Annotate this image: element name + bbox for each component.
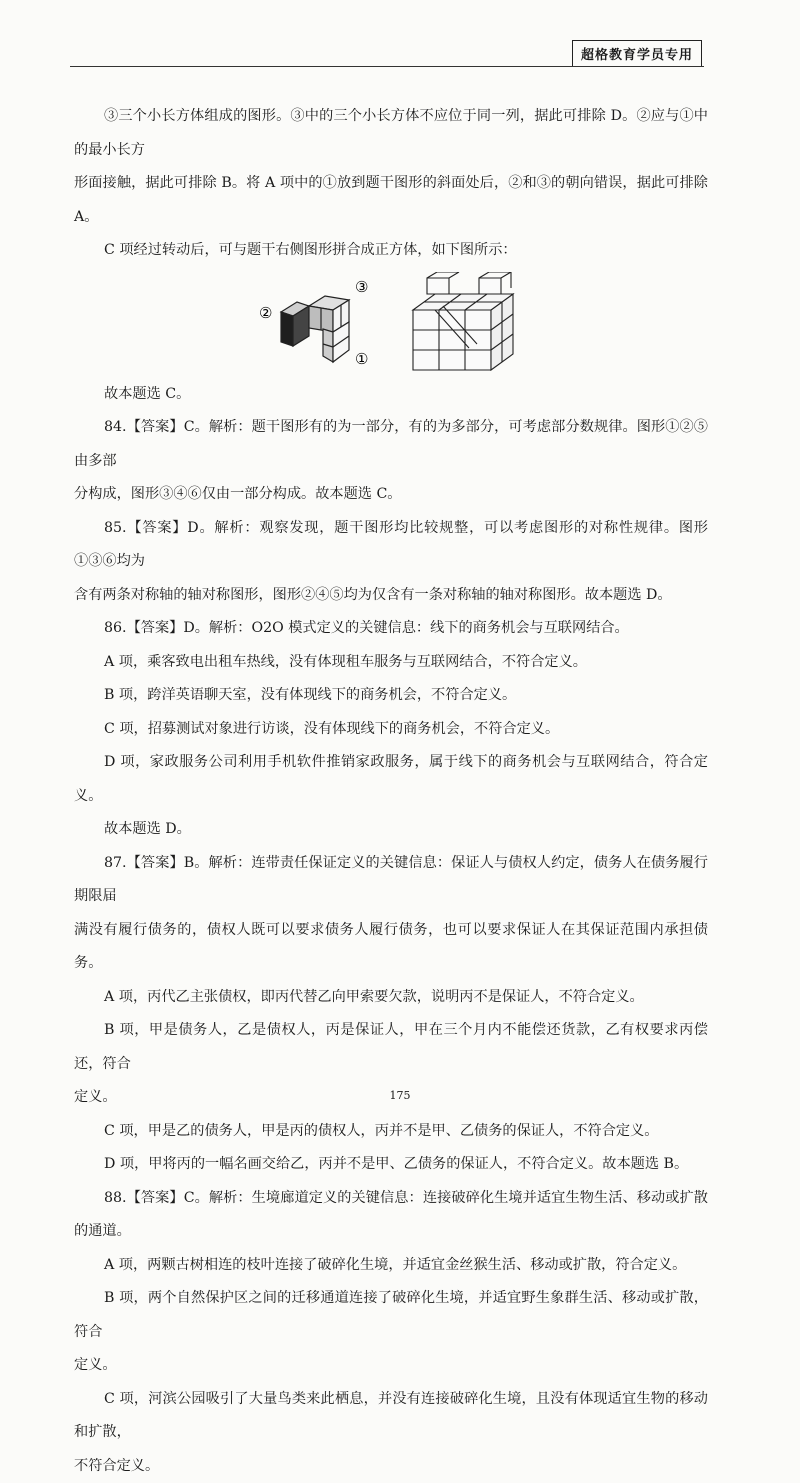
q87-option-d: D 项，甲将丙的一幅名画交给乙，丙并不是甲、乙债务的保证人，不符合定义。故本题选 B。: [74, 1148, 708, 1182]
q85-line1: 85.【答案】D。解析：观察发现，题干图形均比较规整，可以考虑图形的对称性规律。图形①③⑥均为: [74, 512, 708, 579]
q87-option-b-line1: B 项，甲是债务人，乙是债权人，丙是保证人，甲在三个月内不能偿还货款，乙有权要求丙偿还，符合: [74, 1014, 708, 1081]
cube-figure: [74, 272, 708, 372]
q84-line1: 84.【答案】C。解析：题干图形有的为一部分，有的为多部分，可考虑部分数规律。图形①②⑤由多部: [74, 411, 708, 478]
piece-shape: [281, 296, 349, 362]
header-tag: 超格教育学员专用: [572, 40, 702, 67]
q86-option-a: A 项，乘客致电出租车热线，没有体现租车服务与互联网结合，不符合定义。: [74, 646, 708, 680]
q87-option-a: A 项，丙代乙主张债权，即丙代替乙向甲索要欠款，说明丙不是保证人，不符合定义。: [74, 981, 708, 1015]
q86-intro: 86.【答案】D。解析：O2O 模式定义的关键信息：线下的商务机会与互联网结合。: [74, 612, 708, 646]
assembled-cube-figure: [409, 272, 529, 372]
p3-conclusion: 故本题选 C。: [74, 378, 708, 412]
figure-label-1: ①: [355, 350, 368, 368]
header-rule: [70, 66, 704, 67]
q88-intro: 88.【答案】C。解析：生境廊道定义的关键信息：连接破碎化生境并适宜生物生活、移动或扩散的通道。: [74, 1182, 708, 1249]
p1-line1: ③三个小长方体组成的图形。③中的三个小长方体不应位于同一列，据此可排除 D。②应与①中的最小长方: [74, 100, 708, 167]
page-number: 175: [0, 1089, 800, 1102]
q88-option-a: A 项，两颗古树相连的枝叶连接了破碎化生境，并适宜金丝猴生活、移动或扩散，符合定义。: [74, 1249, 708, 1283]
q88-option-c-line1: C 项，河滨公园吸引了大量鸟类来此栖息，并没有连接破碎化生境，且没有体现适宜生物的移动和扩散，: [74, 1383, 708, 1450]
q86-option-c: C 项，招募测试对象进行访谈，没有体现线下的商务机会，不符合定义。: [74, 713, 708, 747]
q88-option-c-line2: 不符合定义。: [74, 1450, 708, 1483]
q88-option-b-line2: 定义。: [74, 1349, 708, 1383]
q87-line2: 满没有履行债务的，债权人既可以要求债务人履行债务，也可以要求保证人在其保证范围内承担债务。: [74, 914, 708, 981]
q86-conclusion: 故本题选 D。: [74, 813, 708, 847]
q87-line1: 87.【答案】B。解析：连带责任保证定义的关键信息：保证人与债权人约定，债务人在债务履行期限届: [74, 847, 708, 914]
solution-piece-figure: [253, 272, 383, 372]
figure-label-3: ③: [355, 278, 368, 296]
q84-line2: 分构成，图形③④⑥仅由一部分构成。故本题选 C。: [74, 478, 708, 512]
q85-line2: 含有两条对称轴的轴对称图形，图形②④⑤均为仅含有一条对称轴的轴对称图形。故本题选 D。: [74, 579, 708, 613]
q88-option-b-line1: B 项，两个自然保护区之间的迁移通道连接了破碎化生境，并适宜野生象群生活、移动或扩散，符合: [74, 1282, 708, 1349]
q86-option-d: D 项，家政服务公司利用手机软件推销家政服务，属于线下的商务机会与互联网结合，符合定义。: [74, 746, 708, 813]
figure-label-2: ②: [259, 304, 272, 322]
page-content: [74, 100, 708, 1483]
q87-option-c: C 项，甲是乙的债务人，甲是丙的债权人，丙并不是甲、乙债务的保证人，不符合定义。: [74, 1115, 708, 1149]
p2: C 项经过转动后，可与题干右侧图形拼合成正方体，如下图所示：: [74, 234, 708, 268]
p1-line2: 形面接触，据此可排除 B。将 A 项中的①放到题干图形的斜面处后，②和③的朝向错误，据此可排除 A。: [74, 167, 708, 234]
q86-option-b: B 项，跨洋英语聊天室，没有体现线下的商务机会，不符合定义。: [74, 679, 708, 713]
q87-option-b-line2: 定义。: [74, 1081, 708, 1115]
